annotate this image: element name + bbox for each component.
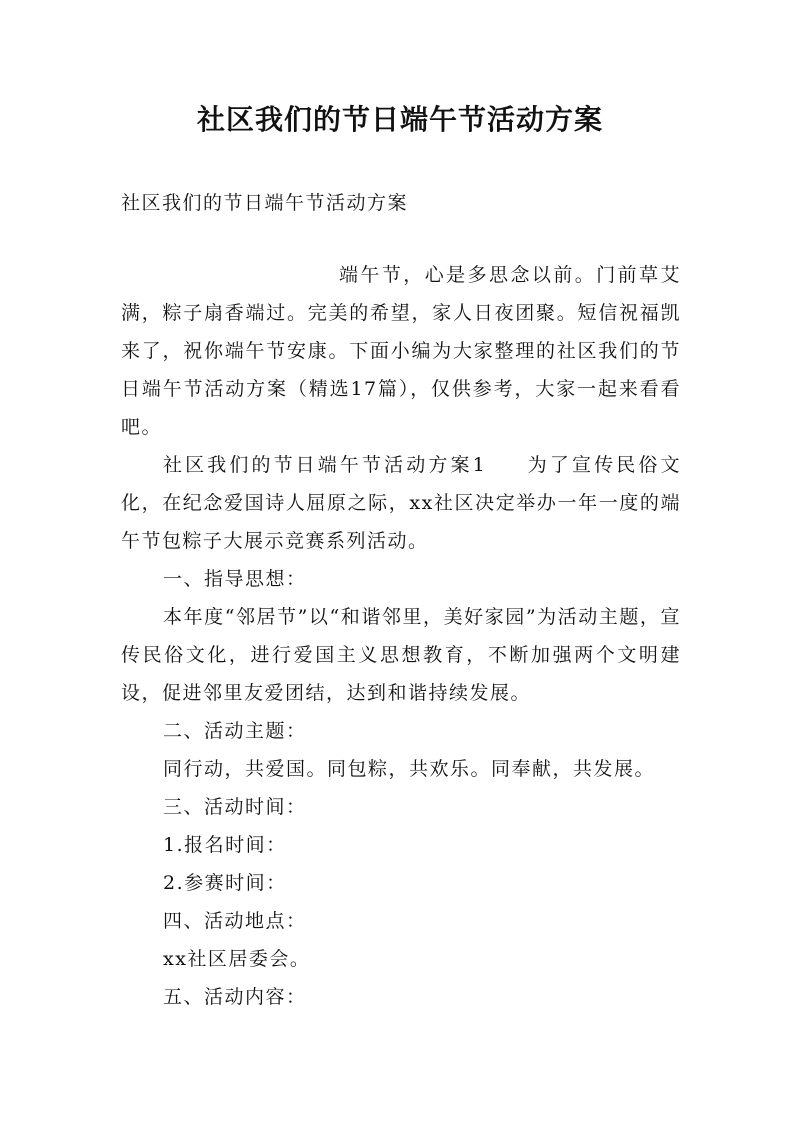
main-section bbox=[121, 446, 681, 1016]
paragraph-guiding-thought: 本年度“邻居节”以“和谐邻里，美好家园”为活动主题，宣传民俗文化，进行爱国主义思想教育，不断加强两个文明建设，促进邻里友爱团结，达到和谐持续发展。 bbox=[121, 606, 681, 704]
item-registration-time: 1.报名时间： bbox=[163, 834, 287, 856]
heading-activity-theme: 二、活动主题： bbox=[163, 720, 307, 742]
intro-section bbox=[121, 256, 681, 446]
item-location: xx社区居委会。 bbox=[163, 948, 311, 970]
section1-paragraph bbox=[121, 446, 681, 560]
heading-activity-location: 四、活动地点： bbox=[163, 910, 307, 932]
paragraph-activity-theme: 同行动，共爱国。同包粽，共欢乐。同奉献，共发展。 bbox=[163, 758, 656, 780]
document-subtitle: 社区我们的节日端午节活动方案 bbox=[121, 192, 409, 214]
item-competition-time: 2.参赛时间： bbox=[163, 872, 287, 894]
intro-paragraph: 端午节，心是多思念以前。门前草艾满，粽子扇香端过。完美的希望，家人日夜团聚。短信祝福凯来了，祝你端午节安康。下面小编为大家整理的社区我们的节日端午节活动方案（精选17篇），仅供参考，大家一起来看看吧。 bbox=[121, 264, 681, 438]
heading-activity-time: 三、活动时间： bbox=[163, 796, 307, 818]
heading-guiding-thought: 一、指导思想： bbox=[163, 568, 307, 590]
heading-activity-content: 五、活动内容： bbox=[163, 986, 307, 1008]
section1-lead: 为了宣传民俗文化，在纪念爱国诗人屈原之际，xx社区决定举办一年一度的端午节包粽子大展示竞赛系列活动。 bbox=[121, 454, 681, 552]
section1-heading: 社区我们的节日端午节活动方案1 bbox=[163, 454, 487, 476]
document-title: 社区我们的节日端午节活动方案 bbox=[196, 103, 603, 136]
